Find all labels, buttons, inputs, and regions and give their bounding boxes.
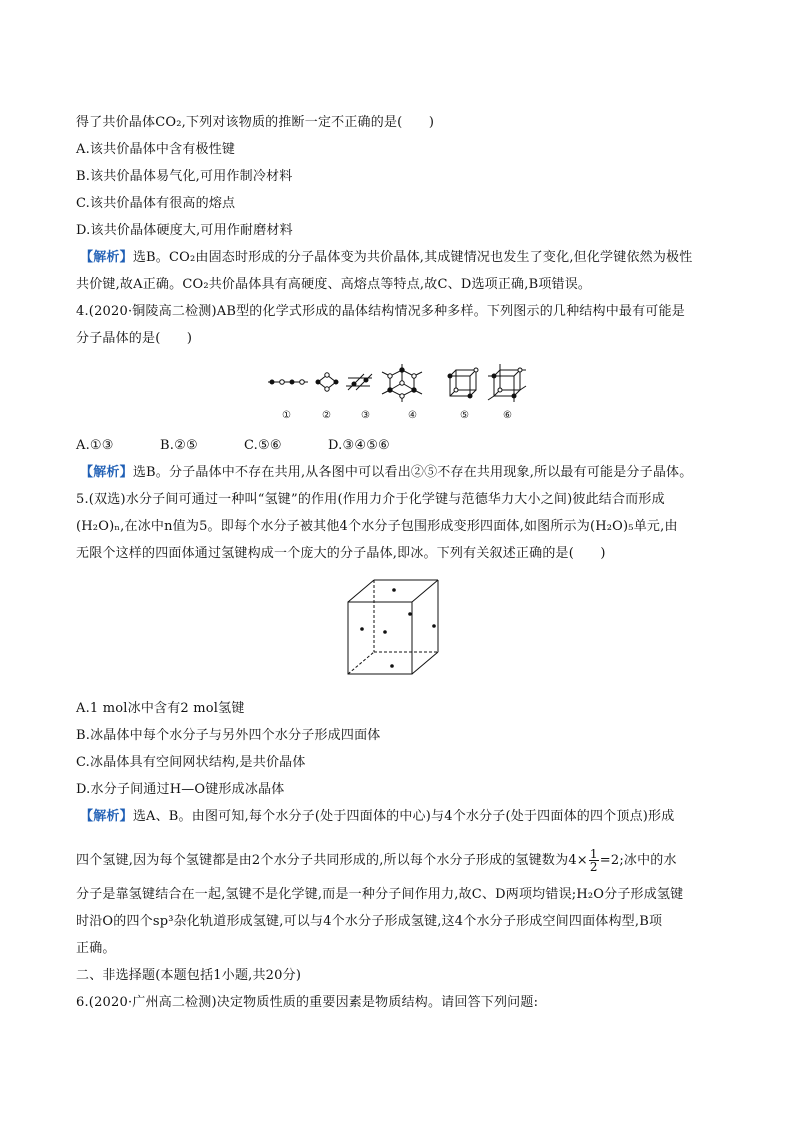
figure-label-2: ②: [322, 410, 331, 421]
figure-label-3: ③: [361, 410, 370, 421]
q3-option-a: A.该共价晶体中含有极性键: [76, 142, 236, 157]
structure-2-dimer: [316, 373, 338, 391]
q6-stem: 6.(2020·广州高二检测)决定物质性质的重要因素是物质结构。请回答下列问题:: [76, 995, 539, 1010]
molecule-center: [383, 630, 387, 634]
structure-1-chain: [268, 380, 308, 385]
q3-option-c: C.该共价晶体有很高的熔点: [76, 196, 236, 211]
figure-label-1: ①: [282, 410, 291, 421]
q5-analysis-line-3: 分子是靠氢键结合在一起,氢键不是化学键,而是一种分子间作用力,故C、D两项均错误;H₂O分子形成氢键: [76, 887, 684, 902]
section-2-heading: 二、非选择题(本题包括1小题,共20分): [76, 968, 302, 983]
structure-5-cube: [448, 368, 478, 398]
q5-stem-line-3: 无限个这样的四面体通过氢键构成一个庞大的分子晶体,即冰。下列有关叙述正确的是( ): [76, 546, 606, 561]
molecule-bottom: [390, 664, 394, 668]
q4-option-d: D.③④⑤⑥: [328, 438, 390, 453]
q5-analysis-line-5: 正确。: [76, 941, 116, 956]
molecule-top: [392, 588, 396, 592]
q5-analysis-line-2: 四个氢键,因为每个氢键都是由2个水分子共同形成的,所以每个水分子形成的氢键数为4× $\frac{1}{2}$ =2;冰中的水: [76, 847, 677, 874]
q4-analysis: 【解析】选B。分子晶体中不存在共用,从各图中可以看出②⑤不存在共用现象,所以最有可能是分子晶体。: [80, 465, 693, 480]
analysis-tag: 【解析】: [80, 809, 133, 824]
q4-stem-line-1: 4.(2020·铜陵高二检测)AB型的化学式形成的晶体结构情况多种多样。下列图示的几种结构中最有可能是: [76, 304, 685, 319]
q3-analysis-line-1: 【解析】选B。CO₂由固态时形成的分子晶体变为共价晶体,其成键情况也发生了变化,但化学键依然为极性: [80, 250, 693, 265]
q5-option-c: C.冰晶体具有空间网状结构,是共价晶体: [76, 755, 306, 770]
structure-6-lattice: [488, 364, 526, 402]
ice-tetrahedron-cube-figure: [340, 578, 450, 678]
molecule-right: [432, 624, 436, 628]
q5-analysis-line-4: 时沿O的四个sp³杂化轨道形成氢键,可以与4个水分子形成氢键,这4个水分子形成空间四面体构型,B项: [76, 914, 663, 929]
q3-option-b: B.该共价晶体易气化,可用作制冷材料: [76, 169, 293, 184]
structure-3-layer: [346, 374, 372, 390]
q4-stem-line-2: 分子晶体的是( ): [76, 331, 193, 346]
molecule-upper-right: [408, 612, 412, 616]
crystal-structures-figure: [264, 364, 534, 424]
q5-option-b: B.冰晶体中每个水分子与另外四个水分子形成四面体: [76, 728, 381, 743]
q3-option-d: D.该共价晶体硬度大,可用作耐磨材料: [76, 223, 293, 238]
q3-stem: 得了共价晶体CO₂,下列对该物质的推断一定不正确的是( ): [76, 115, 435, 130]
figure-label-6: ⑥: [503, 410, 512, 421]
figure-label-5: ⑤: [460, 410, 469, 421]
q3-analysis-line-2: 共价键,故A正确。CO₂共价晶体具有高硬度、高熔点等特点,故C、D选项正确,B项错误。: [76, 277, 592, 292]
analysis-tag: 【解析】: [80, 250, 133, 265]
q4-option-c: C.⑤⑥: [244, 438, 282, 453]
q5-stem-line-1: 5.(双选)水分子间可通过一种叫“氢键”的作用(作用力介于化学键与范德华力大小之间)彼此结合而形成: [76, 492, 665, 507]
q4-option-b: B.②⑤: [160, 438, 198, 453]
analysis-tag: 【解析】: [80, 465, 133, 480]
q5-option-d: D.水分子间通过H—O键形成冰晶体: [76, 782, 285, 797]
fraction-one-half: $\frac{1}{2}$: [589, 847, 598, 874]
q5-option-a: A.1 mol冰中含有2 mol氢键: [76, 701, 245, 716]
figure-label-4: ④: [408, 410, 417, 421]
molecule-left: [360, 627, 364, 631]
q5-stem-line-2: (H₂O)ₙ,在冰中n值为5。即每个水分子被其他4个水分子包围形成变形四面体,如图所示为(H₂O)₅单元,由: [76, 519, 678, 534]
structure-4-network: [382, 364, 422, 402]
q5-analysis-line-1: 【解析】选A、B。由图可知,每个水分子(处于四面体的中心)与4个水分子(处于四面体的四个顶点)形成: [80, 809, 675, 824]
q4-option-a: A.①③: [76, 438, 114, 453]
